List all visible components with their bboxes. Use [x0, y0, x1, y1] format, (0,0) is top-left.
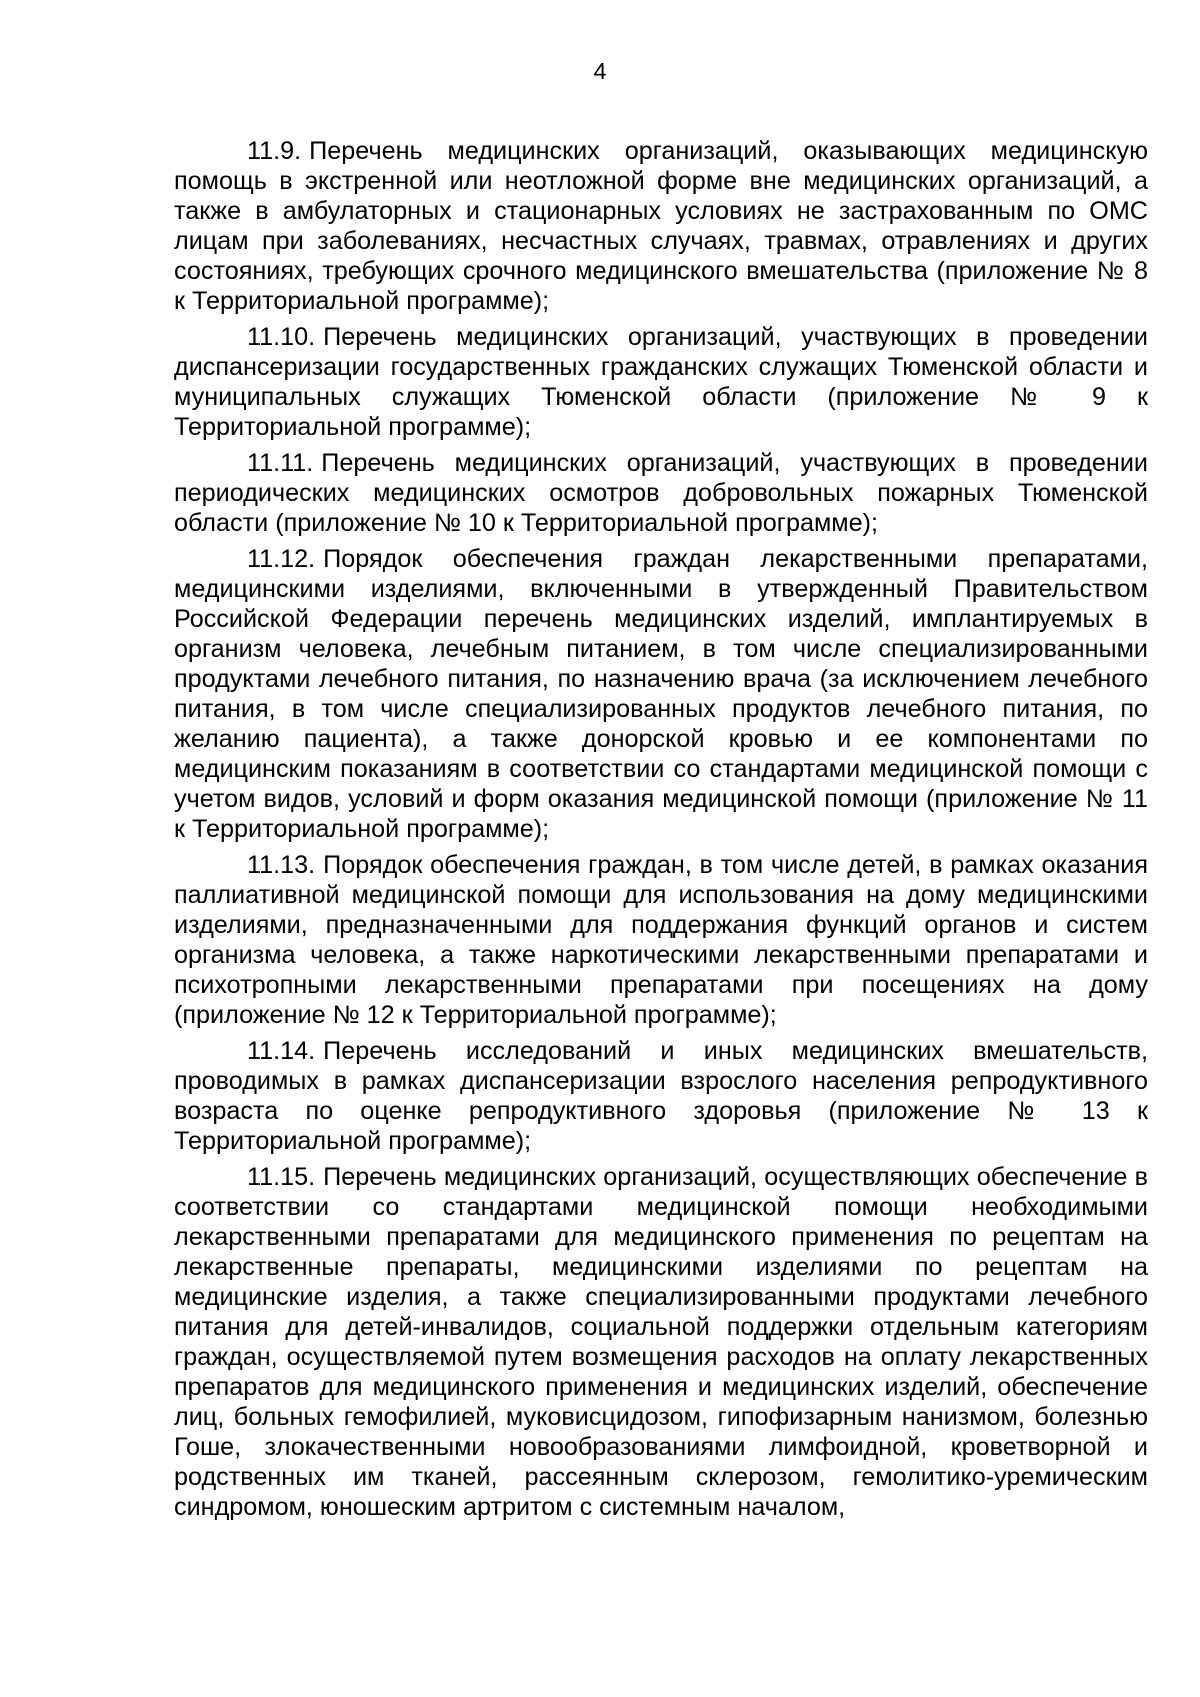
- paragraph-number: 11.10.: [247, 323, 316, 351]
- paragraph-text: Перечень медицинских организаций, участвующих в проведении диспансеризации государственных гражданских служащих Тюменской области и муниципальных служащих Тюменской области (приложение № 9 к Территориальной программе);: [174, 323, 1148, 441]
- paragraph-text: Порядок обеспечения граждан лекарственными препаратами, медицинскими изделиями, включенными в утвержденный Правительством Российской Федерации перечень медицинских изделий, имплантируемых в организм человека, лечебным питанием, в том числе специализированными продуктами лечебного питания, по назначению врача (за исключением лечебного питания, в том числе специализированных продуктов лечебного питания, по желанию пациента), а также донорской кровью и ее компонентами по медицинским показаниям в соответствии со стандартами медицинской помощи с учетом видов, условий и форм оказания медицинской помощи (приложение № 11 к Территориальной программе);: [174, 545, 1148, 843]
- paragraph-number: 11.13.: [247, 851, 316, 879]
- paragraph-number: 11.11.: [247, 449, 314, 477]
- paragraph-text: Перечень медицинских организаций, оказывающих медицинскую помощь в экстренной или неотложной форме вне медицинских организаций, а также в амбулаторных и стационарных условиях не застрахованным по ОМС лицам при заболеваниях, несчастных случаях, травмах, отравлениях и других состояниях, требующих срочного медицинского вмешательства (приложение № 8 к Территориальной программе);: [174, 137, 1148, 315]
- paragraph-11-15: [174, 1162, 1148, 1522]
- paragraph-11-13: [174, 850, 1148, 1030]
- page-number: 4: [593, 58, 607, 84]
- document-body: [174, 136, 1148, 1528]
- paragraph-text: Порядок обеспечения граждан, в том числе детей, в рамках оказания паллиативной медицинской помощи для использования на дому медицинскими изделиями, предназначенными для поддержания функций органов и систем организма человека, а также наркотическими лекарственными препаратами и психотропными лекарственными препаратами при посещениях на дому (приложение № 12 к Территориальной программе);: [174, 851, 1148, 1029]
- paragraph-11-12: [174, 544, 1148, 844]
- paragraph-11-10: [174, 322, 1148, 442]
- paragraph-11-14: [174, 1036, 1148, 1156]
- paragraph-number: 11.12.: [247, 545, 316, 573]
- paragraph-text: Перечень медицинских организаций, осуществляющих обеспечение в соответствии со стандартами медицинской помощи необходимыми лекарственными препаратами для медицинского применения по рецептам на лекарственные препараты, медицинскими изделиями по рецептам на медицинские изделия, а также специализированными продуктами лечебного питания для детей-инвалидов, социальной поддержки отдельным категориям граждан, осуществляемой путем возмещения расходов на оплату лекарственных препаратов для медицинского применения и медицинских изделий, обеспечение лиц, больных гемофилией, муковисцидозом, гипофизарным нанизмом, болезнью Гоше, злокачественными новообразованиями лимфоидной, кроветворной и родственных им тканей, рассеянным склерозом, гемолитико-уремическим синдромом, юношеским артритом с системным началом,: [174, 1163, 1148, 1521]
- paragraph-number: 11.14.: [247, 1037, 316, 1065]
- paragraph-number: 11.9.: [247, 137, 302, 165]
- paragraph-text: Перечень исследований и иных медицинских вмешательств, проводимых в рамках диспансеризации взрослого населения репродуктивного возраста по оценке репродуктивного здоровья (приложение № 13 к Территориальной программе);: [174, 1037, 1148, 1155]
- paragraph-11-11: [174, 448, 1148, 538]
- paragraph-number: 11.15.: [247, 1163, 316, 1191]
- paragraph-11-9: [174, 136, 1148, 316]
- paragraph-text: Перечень медицинских организаций, участвующих в проведении периодических медицинских осмотров добровольных пожарных Тюменской области (приложение № 10 к Территориальной программе);: [174, 449, 1148, 537]
